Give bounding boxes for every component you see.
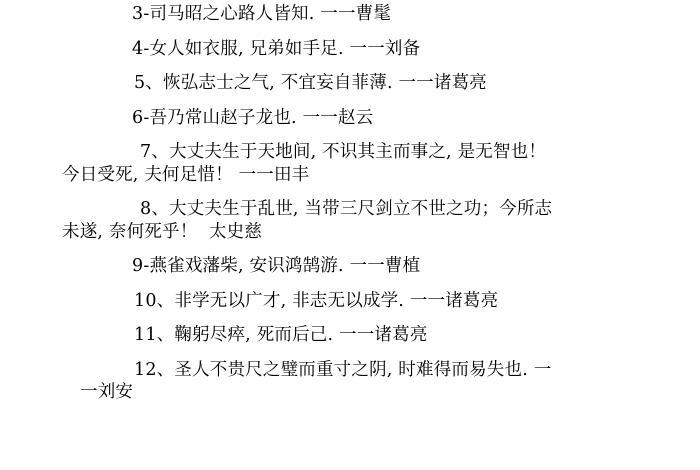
text-paragraph: 11、鞠躬尽瘁, 死而后己. 一一诸葛亮 [134,325,428,345]
text-paragraph: 12、圣人不贵尺之璧而重寸之阴, 时难得而易失也. 一 [134,359,552,380]
text-paragraph: 8、大丈夫生于乱世, 当带三尺剑立不世之功；今所志 [140,199,553,219]
text-paragraph: 3-司马昭之心路人皆知. 一一曹髦 [132,4,392,24]
text-paragraph: 6-吾乃常山赵子龙也. 一一赵云 [132,107,374,128]
text-paragraph: 9-燕雀戏藩柴, 安识鸿鹄游. 一一曹植 [132,256,421,276]
text-paragraph: 10、非学无以广才, 非志无以成学. 一一诸葛亮 [134,290,499,311]
text-paragraph: 5、恢弘志士之气, 不宜妄自菲薄. 一一诸葛亮 [134,73,487,93]
text-paragraph: 4-女人如衣服, 兄弟如手足. 一一刘备 [132,38,421,59]
text-paragraph: 未遂, 奈何死乎！ 太史慈 [62,221,263,242]
text-paragraph: 7、大丈夫生于天地间, 不识其主而事之, 是无智也！ [140,142,547,162]
document-body [62,0,636,402]
text-paragraph: 今日受死, 夫何足惜！ 一一田丰 [62,164,310,185]
text-paragraph: 一刘安 [80,382,134,402]
